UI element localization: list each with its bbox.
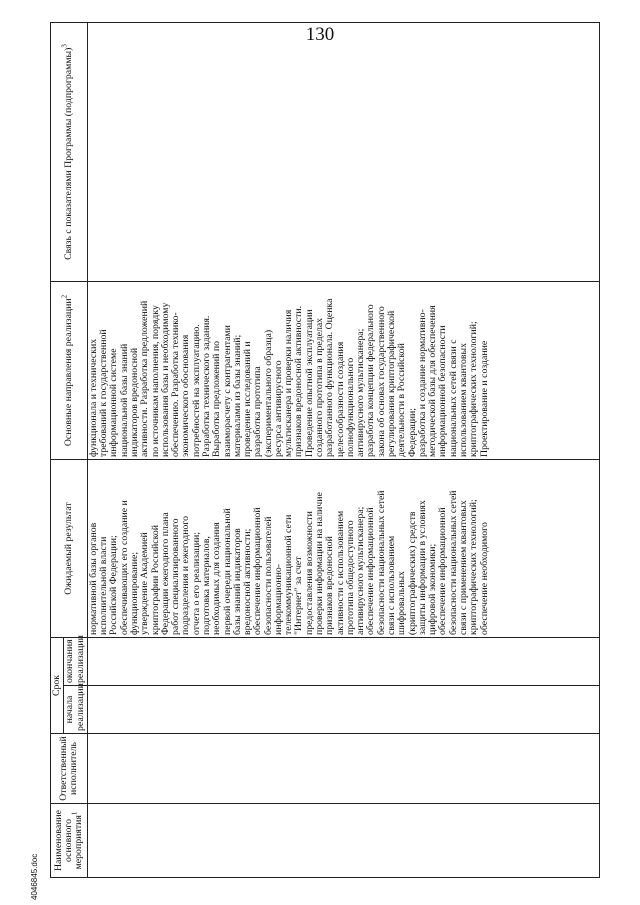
table-row <box>87 23 599 878</box>
header-end: окончания реализации <box>64 638 88 686</box>
doc-id: 4046845.doc <box>30 853 39 900</box>
cell-expected-result: нормативной базы органов исполнительной власти Российской Федерации; обеспечивающих его создание и функционирование; утверждение Академией криптографии Российской Федерации ежегодного плана работ специализированного подразделения и ежегодного отчета о его реализации; подготовка материалов, необходимых для создания первой очереди национальной базы знаний индикаторов вредоносной активности; обеспечение информационной безопасности пользователей информационно- телекоммуникационной сети "Интернет" за счет предоставления возможности проверки информации на наличие признаков вредоносной активности с использованием прототипа общедоступного антивирусного мультисканера; обеспечение информационной безопасности национальных сетей связи с использованием шифровальных (криптографических) средств защиты информации в условиях цифровой экономики; обеспечение информационной безопасности национальных сетей связи с применением квантовых криптографических технологий; обеспечение необходимого <box>87 460 599 638</box>
cell-activity-name <box>87 804 599 878</box>
header-program-link: Связь с показателями Программы (подпрограммы)$^3$ <box>51 23 88 282</box>
page-number: 130 <box>305 24 335 45</box>
header-main-directions: Основные направления реализации$^2$ <box>51 282 88 460</box>
header-activity-name: Наименование основного мероприятия$^1$ <box>51 804 88 878</box>
cell-start <box>87 686 599 734</box>
cell-end <box>87 638 599 686</box>
header-expected-result: Ожидаемый результат <box>51 460 88 638</box>
cell-responsible <box>87 734 599 804</box>
header-responsible: Ответственный исполнитель <box>51 734 88 804</box>
program-table <box>50 22 600 878</box>
cell-program-link <box>87 23 599 282</box>
rotated-sheet <box>0 23 640 878</box>
cell-main-directions: функционала и технических требований к государственной информационной системе национальной базы знаний индикаторов вредоносной активности. Разработка предложений по источникам наполнения, порядку использования базы и необходимому обеспечению. Разработка технико- экономического обоснования потребностей на эксплуатацию. Разработка технического задания. Выработка предложений по взаиморасчету с контрагентами материалами из базы знаний; проведение исследований и разработка прототипа (экспериментального образца) ресурса антивирусного мультисканера и проверки наличия признаков вредоносной активности. Проведение опытной эксплуатации созданного прототипа в пределах разработанного функционала. Оценка целесообразности создания полнофункционального антивирусного мультисканера; разработка концепции федерального закона об основах государственного регулирования криптографической деятельности в Российской Федерации; разработка и создание нормативно- методической базы для обеспечения информационной безопасности национальных сетей связи с использованием квантовых криптографических технологий; Проектирование и создание <box>87 282 599 460</box>
header-start: начала реализации <box>64 686 88 734</box>
header-term: Срок <box>51 638 64 734</box>
